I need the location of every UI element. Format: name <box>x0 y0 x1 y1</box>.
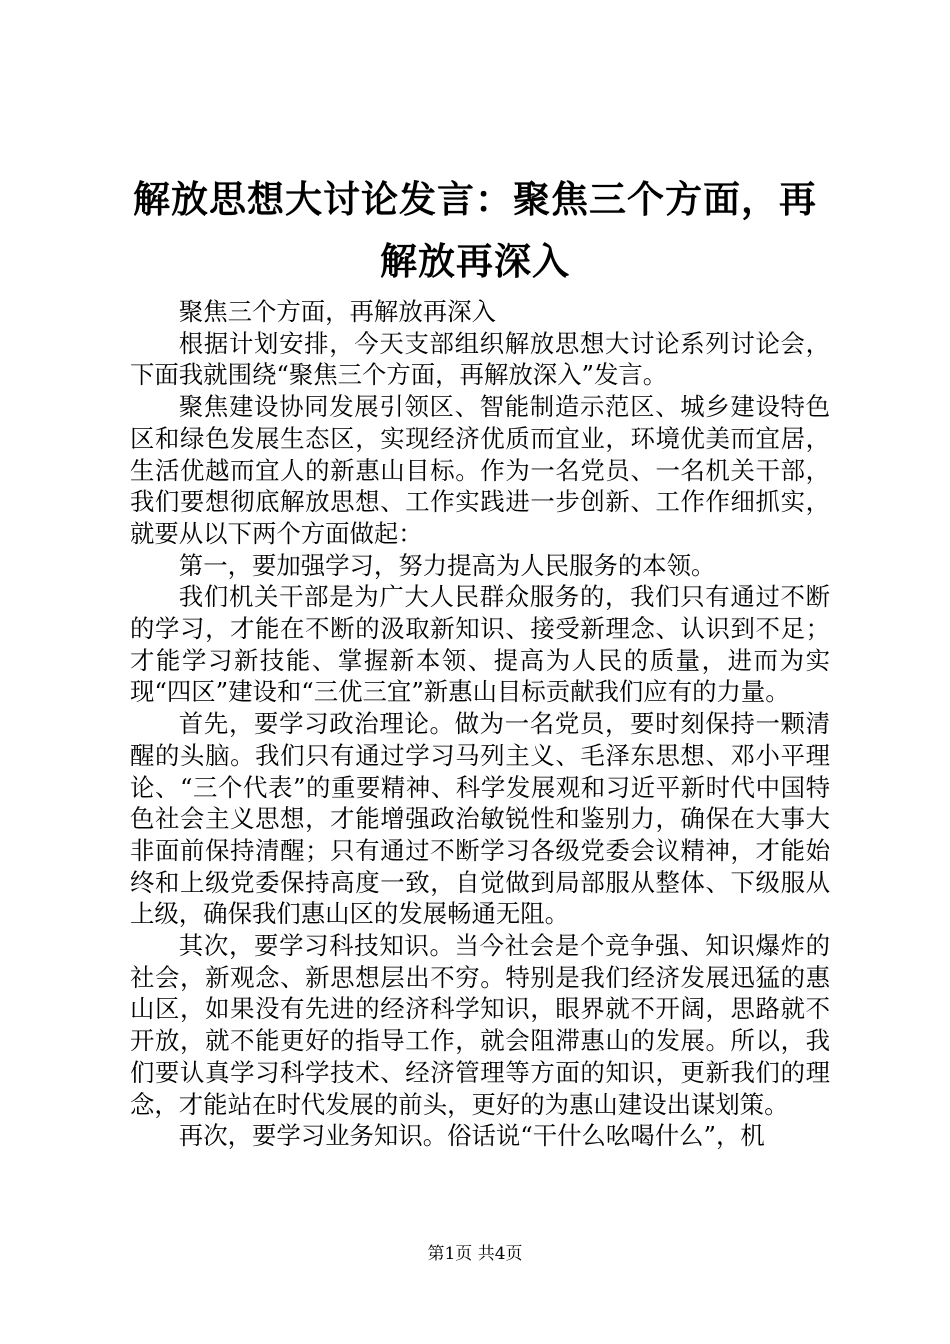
paragraph: 其次，要学习科技知识。当今社会是个竞争强、知识爆炸的社会，新观念、新思想层出不穷。特别是我们经济发展迅猛的惠山区，如果没有先进的经济科学知识，眼界就不开阔，思路就不开放，就不能更好的指导工作，就会阻滞惠山的发展。所以，我们要认真学习科学技术、经济管理等方面的知识，更新我们的理念，才能站在时代发展的前头，更好的为惠山建设出谋划策。 <box>130 931 830 1119</box>
paragraph: 第一，要加强学习，努力提高为人民服务的本领。 <box>178 550 716 580</box>
paragraph: 我们机关干部是为广大人民群众服务的，我们只有通过不断的学习，才能在不断的汲取新知识、接受新理念、认识到不足；才能学习新技能、掌握新本领、提高为人民的质量，进而为实现“四区”建设和“三优三宜”新惠山目标贡献我们应有的力量。 <box>130 582 830 707</box>
document-body <box>130 296 830 1152</box>
paragraph: 聚焦建设协同发展引领区、智能制造示范区、城乡建设特色区和绿色发展生态区，实现经济优质而宜业，环境优美而宜居，生活优越而宜人的新惠山目标。作为一名党员、一名机关干部，我们要想彻底解放思想、工作实践进一步创新、工作作细抓实，就要从以下两个方面做起： <box>130 392 830 548</box>
page-footer: 第1页 共4页 <box>427 1244 523 1264</box>
paragraph: 聚焦三个方面，再解放再深入 <box>178 297 496 326</box>
paragraph: 根据计划安排，今天支部组织解放思想大讨论系列讨论会，下面我就围绕“聚焦三个方面，再解放深入”发言。 <box>130 328 830 390</box>
paragraph: 再次，要学习业务知识。俗话说“干什么吆喝什么”，机 <box>178 1121 765 1151</box>
paragraph: 首先，要学习政治理论。做为一名党员，要时刻保持一颗清醒的头脑。我们只有通过学习马列主义、毛泽东思想、邓小平理论、“三个代表”的重要精神、科学发展观和习近平新时代中国特色社会主义思想，才能增强政治敏锐性和鉴别力，确保在大事大非面前保持清醒；只有通过不断学习各级党委会议精神，才能始终和上级党委保持高度一致，自觉做到局部服从整体、下级服从上级，确保我们惠山区的发展畅通无阻。 <box>130 709 830 929</box>
document-title: 解放思想大讨论发言：聚焦三个方面，再解放再深入 <box>133 177 817 283</box>
